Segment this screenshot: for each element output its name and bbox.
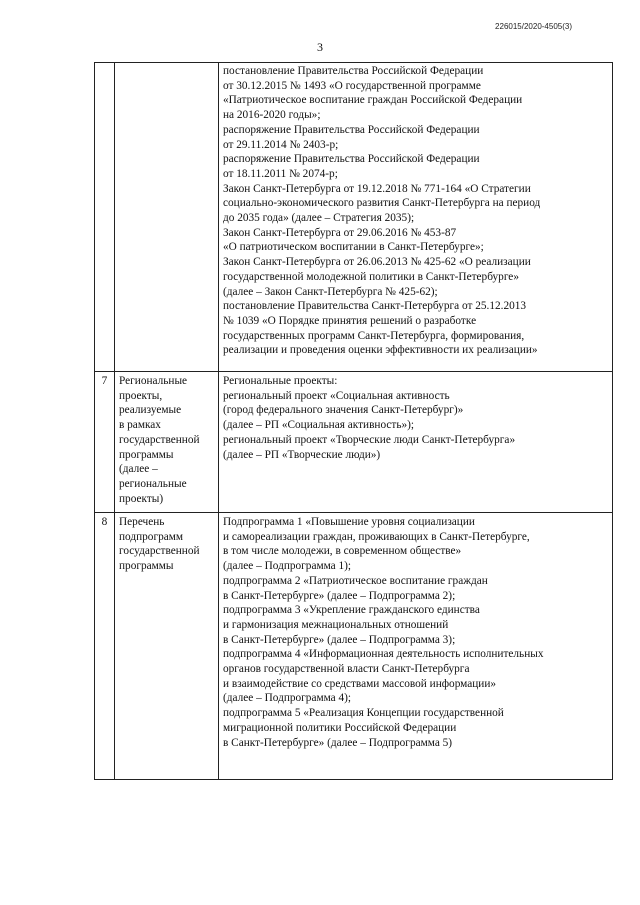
document-id: 226015/2020-4505(3) (495, 22, 572, 31)
text-line: до 2035 года» (далее – Стратегия 2035); (223, 212, 415, 225)
text-line: в Санкт-Петербурге» (далее – Подпрограмма 3); (223, 633, 456, 646)
page-number: 3 (317, 40, 323, 54)
text-line: постановление Правительства Санкт-Петербурга от 25.12.2013 (223, 300, 527, 313)
text-line: Закон Санкт-Петербурга от 26.06.2013 № 425-62 «О реализации (223, 256, 531, 269)
text-line: государственной (119, 433, 200, 446)
text-line: (далее – (119, 463, 158, 476)
text-line: (далее – Подпрограмма 4); (223, 692, 352, 705)
text-line: и гармонизация межнациональных отношений (223, 618, 449, 631)
text-line: Региональные (119, 375, 188, 387)
text-line: в рамках (119, 419, 161, 432)
text-line: программы (119, 560, 174, 573)
table-row-subprograms (95, 513, 613, 780)
table-row-regional-projects (95, 372, 613, 513)
text-line: распоряжение Правительства Российской Федерации (223, 153, 480, 166)
text-line: проекты, (119, 389, 163, 402)
text-line: государственных программ Санкт-Петербурга, формирования, (223, 329, 525, 342)
text-line: и самореализации граждан, проживающих в Санкт-Петербурге, (223, 530, 530, 543)
text-line: Закон Санкт-Петербурга от 19.12.2018 № 771-164 «О Стратегии (223, 182, 531, 195)
text-line: миграционной политики Российской Федерации (223, 721, 457, 734)
text-line: «Патриотическое воспитание граждан Российской Федерации (223, 94, 523, 107)
row-label (115, 372, 219, 513)
text-line: (далее – Закон Санкт-Петербурга № 425-62); (223, 285, 438, 298)
text-line: № 1039 «О Порядке принятия решений о разработке (223, 314, 477, 327)
row-number: 8 (95, 513, 115, 780)
passport-table (94, 62, 613, 780)
text-line: региональный проект «Творческие люди Санкт-Петербурга» (223, 433, 516, 446)
text-line: (далее – Подпрограмма 1); (223, 560, 352, 573)
text-line: региональный проект «Социальная активность (223, 389, 450, 402)
text-line: программы (119, 448, 174, 461)
row-number: 7 (95, 372, 115, 513)
text-line: «О патриотическом воспитании в Санкт-Петербурге»; (223, 241, 484, 254)
text-line: (далее – РП «Социальная активность»); (223, 419, 415, 432)
text-line: органов государственной власти Санкт-Петербурга (223, 663, 470, 676)
row-number (95, 63, 115, 372)
text-line: региональные (119, 477, 187, 490)
row-label (115, 63, 219, 372)
text-line: (город федерального значения Санкт-Петербург)» (223, 404, 464, 417)
text-line: постановление Правительства Российской Федерации (223, 65, 484, 77)
text-line: подпрограмма 4 «Информационная деятельность исполнительных (223, 648, 544, 661)
text-line: (далее – РП «Творческие люди») (223, 448, 381, 461)
row-content (219, 372, 613, 513)
text-line: в Санкт-Петербурге» (далее – Подпрограмма 2); (223, 589, 456, 602)
text-line: реализации и проведения оценки эффективности их реализации» (223, 344, 538, 357)
row-label (115, 513, 219, 780)
text-line: подпрограмма 3 «Укрепление гражданского единства (223, 604, 480, 617)
text-line: и взаимодействие со средствами массовой информации» (223, 677, 497, 690)
text-line: в том числе молодежи, в современном обществе» (223, 545, 462, 558)
text-line: от 18.11.2011 № 2074-р; (223, 167, 338, 180)
text-line: в Санкт-Петербурге» (далее – Подпрограмма 5) (223, 736, 453, 749)
row-content (219, 513, 613, 780)
text-line: государственной молодежной политики в Санкт-Петербурге» (223, 270, 519, 283)
text-line: Подпрограмма 1 «Повышение уровня социализации (223, 516, 475, 528)
text-line: подпрограмм (119, 530, 184, 543)
text-line: Перечень (119, 516, 165, 528)
text-line: Региональные проекты: (223, 375, 338, 387)
text-line: Закон Санкт-Петербурга от 29.06.2016 № 453-87 (223, 226, 457, 239)
text-line: подпрограмма 5 «Реализация Концепции государственной (223, 707, 504, 720)
text-line: государственной (119, 545, 200, 558)
text-line: реализуемые (119, 404, 182, 417)
text-line: подпрограмма 2 «Патриотическое воспитание граждан (223, 574, 488, 587)
row-content (219, 63, 613, 372)
text-line: проекты) (119, 492, 164, 505)
table-row-continuation (95, 63, 613, 372)
text-line: на 2016-2020 годы»; (223, 109, 321, 122)
text-line: социально-экономического развития Санкт-Петербурга на период (223, 197, 541, 210)
text-line: распоряжение Правительства Российской Федерации (223, 123, 480, 136)
text-line: от 29.11.2014 № 2403-р; (223, 138, 339, 151)
text-line: от 30.12.2015 № 1493 «О государственной программе (223, 79, 481, 92)
